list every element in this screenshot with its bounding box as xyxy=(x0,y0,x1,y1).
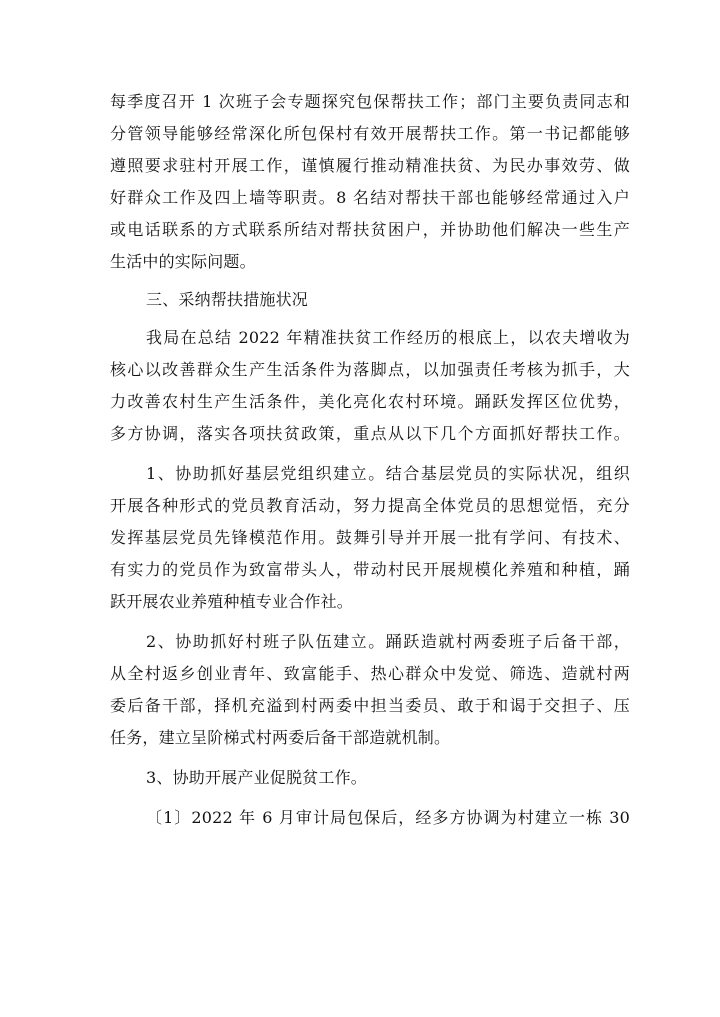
text-line: 多方协调，落实各项扶贫政策，重点从以下几个方面抓好帮扶工作。 xyxy=(110,424,630,443)
text-line: 开展各种形式的党员教育活动，努力提高全体党员的思想觉悟，充分 xyxy=(110,496,630,515)
text-line: 分管领导能够经常深化所包保村有效开展帮扶工作。第一书记都能够 xyxy=(110,124,630,143)
text-line: 有实力的党员作为致富带头人，带动村民开展规模化养殖和种植，踊 xyxy=(110,560,630,579)
text-line: 发挥基层党员先锋模范作用。鼓舞引导并开展一批有学问、有技术、 xyxy=(110,528,630,547)
text-line: 遵照要求驻村开展工作，谨慎履行推动精准扶贫、为民办事效劳、做 xyxy=(110,156,630,175)
text-line: 委后备干部，择机充溢到村两委中担当委员、敢于和谒于交担子、压 xyxy=(110,696,630,715)
text-line: 好群众工作及四上墙等职责。8 名结对帮扶干部也能够经常通过入户 xyxy=(110,188,630,207)
text-line: 跃开展农业养殖种植专业合作社。 xyxy=(110,592,354,611)
text-line: 我局在总结 2022 年精准扶贫工作经历的根底上，以农夫增收为 xyxy=(146,328,630,347)
text-line: 每季度召开 1 次班子会专题探究包保帮扶工作；部门主要负责同志和 xyxy=(110,92,630,111)
section-heading: 三、采纳帮扶措施状况 xyxy=(146,290,309,309)
text-line: 生活中的实际问题。 xyxy=(110,252,256,271)
text-line: 2、协助抓好村班子队伍建立。踊跃造就村两委班子后备干部， xyxy=(146,632,630,651)
text-line: 或电话联系的方式联系所结对帮扶贫困户，并协助他们解决一些生产 xyxy=(110,220,630,239)
text-line: 从全村返乡创业青年、致富能手、热心群众中发觉、筛选、造就村两 xyxy=(110,664,630,683)
text-line: 力改善农村生产生活条件，美化亮化农村环境。踊跃发挥区位优势， xyxy=(110,392,630,411)
text-line: 1、协助抓好基层党组织建立。结合基层党员的实际状况，组织 xyxy=(146,464,630,483)
text-line: 〔1〕2022 年 6 月审计局包保后，经多方协调为村建立一栋 30 xyxy=(146,808,630,827)
text-line: 核心以改善群众生产生活条件为落脚点，以加强责任考核为抓手，大 xyxy=(110,360,630,379)
text-line: 3、协助开展产业促脱贫工作。 xyxy=(146,768,367,787)
text-line: 任务，建立呈阶梯式村两委后备干部造就机制。 xyxy=(110,728,451,747)
